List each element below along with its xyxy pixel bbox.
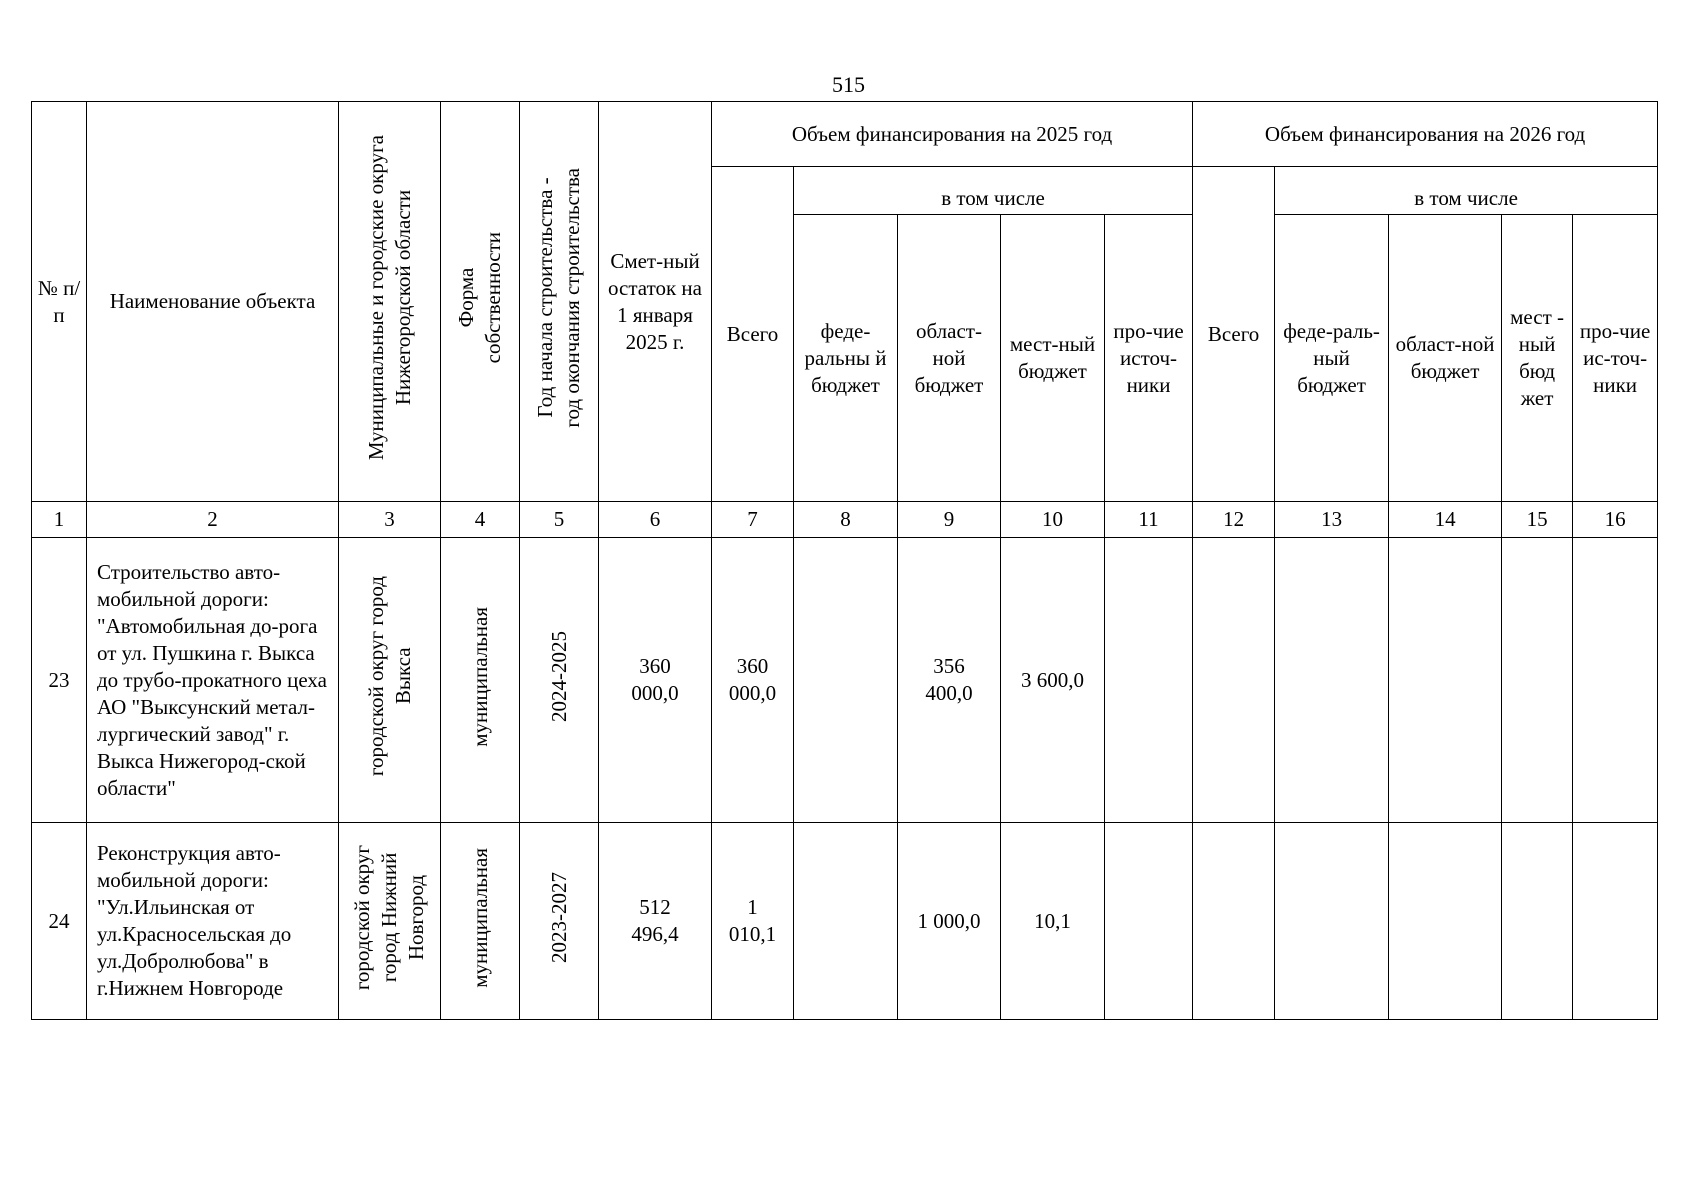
column-number: 13 xyxy=(1275,502,1389,538)
header-local-2025: мест-ный бюджет xyxy=(1001,215,1105,502)
ownership: муниципальная xyxy=(441,538,520,823)
column-number: 1 xyxy=(32,502,87,538)
object-name: Строительство авто-мобильной дороги: "Автомобильная до-рога от ул. Пушкина г. Выкса до трубо-прокатного цеха АО "Выксунский метал-лургический завод" г. Выкса Нижегород-ской области" xyxy=(87,538,339,823)
municipality: городской округ город Выкса xyxy=(339,538,441,823)
local-2026 xyxy=(1502,538,1573,823)
total-2025: 1 010,1 xyxy=(712,823,794,1020)
federal-2026 xyxy=(1275,823,1389,1020)
header-other-2025: про-чие источ-ники xyxy=(1105,215,1193,502)
column-number: 10 xyxy=(1001,502,1105,538)
header-group-2025: Объем финансирования на 2025 год xyxy=(712,102,1193,167)
header-num: № п/п xyxy=(32,102,87,502)
federal-2025 xyxy=(794,538,898,823)
header-group-2026: Объем финансирования на 2026 год xyxy=(1193,102,1658,167)
column-number: 16 xyxy=(1573,502,1658,538)
header-name: Наименование объекта xyxy=(87,102,339,502)
federal-2025 xyxy=(794,823,898,1020)
header-federal-2026: феде-раль-ный бюджет xyxy=(1275,215,1389,502)
column-numbers-row xyxy=(32,502,1658,538)
header-local-2026: мест - ный бюд жет xyxy=(1502,215,1573,502)
header-total-2025: Всего xyxy=(712,167,794,502)
header-total-2026: Всего xyxy=(1193,167,1275,502)
header-row-groups xyxy=(32,102,1658,167)
column-number: 12 xyxy=(1193,502,1275,538)
column-number: 5 xyxy=(520,502,599,538)
other-2025 xyxy=(1105,538,1193,823)
column-number: 4 xyxy=(441,502,520,538)
estimate-balance: 512 496,4 xyxy=(599,823,712,1020)
regional-2025: 1 000,0 xyxy=(898,823,1001,1020)
row-number: 23 xyxy=(32,538,87,823)
header-regional-2026: област-ной бюджет xyxy=(1389,215,1502,502)
estimate-balance: 360 000,0 xyxy=(599,538,712,823)
column-number: 15 xyxy=(1502,502,1573,538)
header-including-2025: в том числе xyxy=(794,167,1193,215)
other-2026 xyxy=(1573,823,1658,1020)
header-years: Год начала строительства - год окончания строительства xyxy=(520,102,599,502)
column-number: 8 xyxy=(794,502,898,538)
column-number: 6 xyxy=(599,502,712,538)
page-number: 515 xyxy=(832,72,865,97)
column-number: 3 xyxy=(339,502,441,538)
header-federal-2025: феде-ральны й бюджет xyxy=(794,215,898,502)
ownership: муниципальная xyxy=(441,823,520,1020)
column-number: 2 xyxy=(87,502,339,538)
local-2026 xyxy=(1502,823,1573,1020)
regional-2026 xyxy=(1389,538,1502,823)
regional-2026 xyxy=(1389,823,1502,1020)
construction-years: 2023-2027 xyxy=(520,823,599,1020)
header-other-2026: про-чие ис-точ-ники xyxy=(1573,215,1658,502)
financing-table xyxy=(31,101,1658,1020)
header-ownership: Форма собственности xyxy=(441,102,520,502)
object-name: Реконструкция авто-мобильной дороги: "Ул.Ильинская от ул.Красносельская до ул.Добролюбова" в г.Нижнем Новгороде xyxy=(87,823,339,1020)
table-row xyxy=(32,823,1658,1020)
other-2025 xyxy=(1105,823,1193,1020)
local-2025: 10,1 xyxy=(1001,823,1105,1020)
municipality: городской округ город Нижний Новгород xyxy=(339,823,441,1020)
total-2026 xyxy=(1193,823,1275,1020)
local-2025: 3 600,0 xyxy=(1001,538,1105,823)
other-2026 xyxy=(1573,538,1658,823)
row-number: 24 xyxy=(32,823,87,1020)
table-row xyxy=(32,538,1658,823)
regional-2025: 356 400,0 xyxy=(898,538,1001,823)
total-2025: 360 000,0 xyxy=(712,538,794,823)
header-estimate: Смет-ный остаток на 1 января 2025 г. xyxy=(599,102,712,502)
header-municipality: Муниципальные и городские округа Нижегородской области xyxy=(339,102,441,502)
header-including-2026: в том числе xyxy=(1275,167,1658,215)
total-2026 xyxy=(1193,538,1275,823)
column-number: 7 xyxy=(712,502,794,538)
header-regional-2025: област-ной бюджет xyxy=(898,215,1001,502)
column-number: 14 xyxy=(1389,502,1502,538)
construction-years: 2024-2025 xyxy=(520,538,599,823)
federal-2026 xyxy=(1275,538,1389,823)
column-number: 11 xyxy=(1105,502,1193,538)
column-number: 9 xyxy=(898,502,1001,538)
